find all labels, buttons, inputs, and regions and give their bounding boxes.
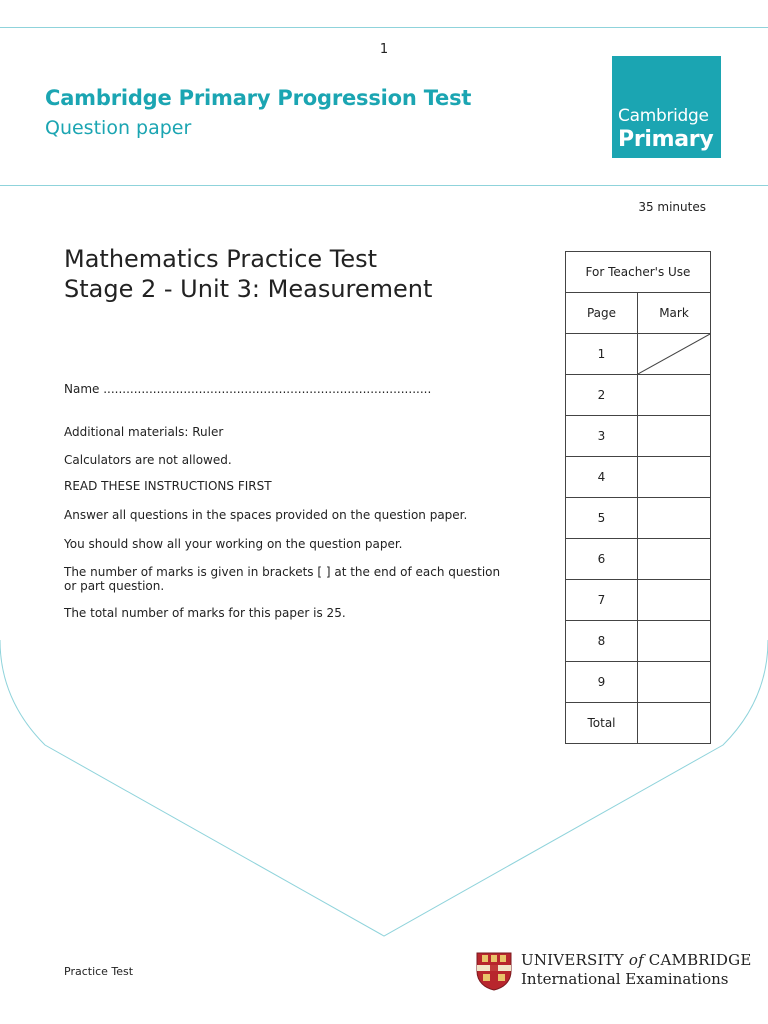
header-subtitle: Question paper [45, 117, 192, 139]
university-crest-icon [475, 951, 513, 991]
mark-cell [638, 375, 711, 416]
table-row [566, 621, 711, 662]
university-name [521, 951, 751, 969]
page-cell: 1 [566, 334, 638, 375]
document-title-line-2: Stage 2 - Unit 3: Measurement [64, 275, 433, 303]
international-examinations: International Examinations [521, 970, 729, 988]
table-row [566, 334, 711, 375]
page-number: 1 [379, 42, 389, 57]
table-row [566, 375, 711, 416]
total-marks-note: The total number of marks for this paper is 25. [64, 606, 346, 620]
additional-materials: Additional materials: Ruler [64, 425, 224, 439]
column-header-page: Page [566, 293, 638, 334]
name-line: Name ...................................................................................... [64, 382, 432, 396]
document-title [64, 244, 432, 304]
instructions-heading: READ THESE INSTRUCTIONS FIRST [64, 479, 272, 493]
table-row [566, 498, 711, 539]
mark-cell [638, 621, 711, 662]
university-name-part-1: UNIVERSITY [521, 951, 629, 969]
table-header-row [566, 293, 711, 334]
teacher-use-table [565, 251, 711, 744]
university-name-part-2: CAMBRIDGE [643, 951, 752, 969]
table-row [566, 662, 711, 703]
university-name-of: of [628, 951, 644, 969]
mark-cell [638, 662, 711, 703]
page-cell: 7 [566, 580, 638, 621]
mark-cell [638, 580, 711, 621]
page-cell: 6 [566, 539, 638, 580]
instruction-answer-all: Answer all questions in the spaces provided on the question paper. [64, 508, 468, 522]
mark-cell [638, 498, 711, 539]
duration: 35 minutes [638, 200, 706, 214]
teacher-use-heading: For Teacher's Use [566, 252, 711, 293]
instruction-marks [64, 565, 500, 593]
mark-cell [638, 457, 711, 498]
calculators-note: Calculators are not allowed. [64, 453, 232, 467]
mark-cell [638, 416, 711, 457]
mark-cell [638, 539, 711, 580]
mark-cell-disabled [638, 334, 711, 375]
instruction-marks-line-1: The number of marks is given in brackets [ ] at the end of each question [64, 565, 501, 579]
page-cell: 8 [566, 621, 638, 662]
table-row [566, 457, 711, 498]
table-row [566, 539, 711, 580]
total-label: Total [566, 703, 638, 744]
footer-practice-test: Practice Test [64, 965, 134, 978]
total-mark-cell [638, 703, 711, 744]
page-cell: 9 [566, 662, 638, 703]
total-row [566, 703, 711, 744]
brand-line-2: Primary [618, 127, 714, 152]
header-title: Cambridge Primary Progression Test [45, 86, 472, 110]
table-row [566, 580, 711, 621]
table-row [566, 416, 711, 457]
page-cell: 4 [566, 457, 638, 498]
diagonal-slash [638, 334, 710, 374]
table-heading-row [566, 252, 711, 293]
page-cell: 5 [566, 498, 638, 539]
document-title-line-1: Mathematics Practice Test [64, 245, 378, 273]
page-cell: 2 [566, 375, 638, 416]
column-header-mark: Mark [638, 293, 711, 334]
brand-line-1: Cambridge [618, 106, 709, 126]
instruction-marks-line-2: or part question. [64, 579, 165, 593]
page-cell: 3 [566, 416, 638, 457]
instruction-show-working: You should show all your working on the question paper. [64, 537, 403, 551]
